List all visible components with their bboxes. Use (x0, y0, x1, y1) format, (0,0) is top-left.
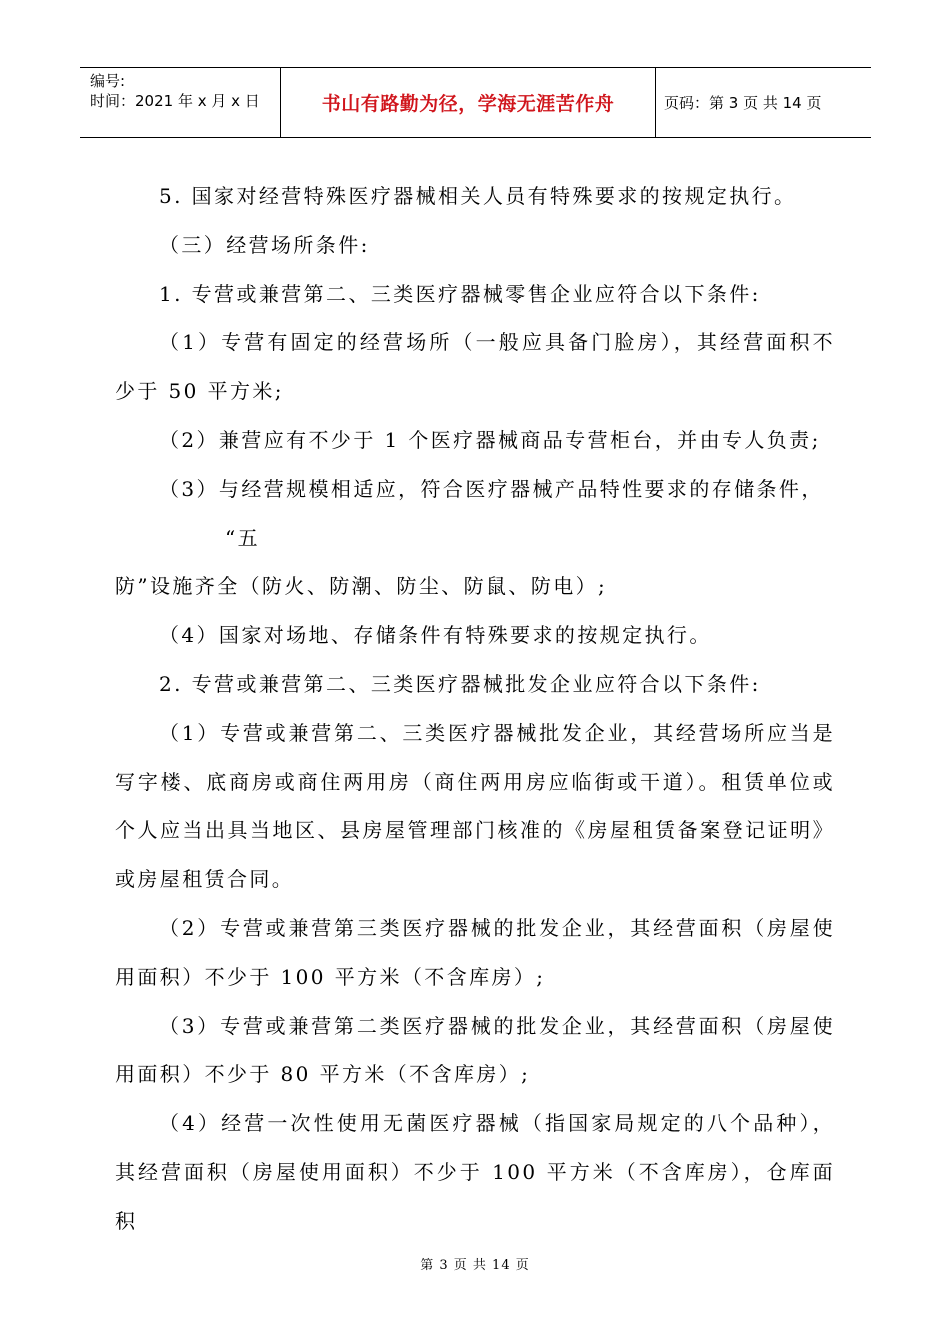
paragraph: （1）专营有固定的经营场所（一般应具备门脸房），其经营面积不少于 50 平方米; (115, 330, 835, 404)
document-date: 时间：2021 年 x 月 x 日 (90, 92, 260, 110)
document-number-label: 编号: (90, 72, 126, 90)
paragraph-continuation: 防”设施齐全（防火、防潮、防尘、防鼠、防电）; (115, 574, 608, 599)
header-page-code: 页码：第 3 页 共 14 页 (664, 94, 822, 112)
page-footer: 第 3 页 共 14 页 (420, 1258, 530, 1273)
paragraph: 1. 专营或兼营第二、三类医疗器械零售企业应符合以下条件: (159, 281, 761, 306)
section-heading: （三）经营场所条件: (159, 232, 370, 257)
paragraph: （4）国家对场地、存储条件有特殊要求的按规定执行。 (159, 623, 712, 648)
paragraph: （3）专营或兼营第二类医疗器械的批发企业，其经营面积（房屋使用面积）不少于 80 平方米（不含库房）; (115, 1013, 835, 1087)
paragraph: （4）经营一次性使用无菌医疗器械（指国家局规定的八个品种），其经营面积（房屋使用面积）不少于 100 平方米（不含库房），仓库面积 (115, 1111, 835, 1233)
paragraph: 2. 专营或兼营第二、三类医疗器械批发企业应符合以下条件: (159, 671, 761, 696)
paragraph-fragment: “五 (225, 525, 261, 550)
paragraph: （2）兼营应有不少于 1 个医疗器械商品专营柜台，并由专人负责; (159, 427, 821, 452)
document-body (115, 172, 835, 1246)
paragraph: 5. 国家对经营特殊医疗器械相关人员有特殊要求的按规定执行。 (159, 184, 797, 208)
paragraph: （3）与经营规模相适应，符合医疗器械产品特性要求的存储条件， (159, 476, 824, 501)
header-meta (80, 68, 281, 137)
header-motto: 书山有路勤为径，学海无涯苦作舟 (281, 68, 656, 137)
paragraph: （1）专营或兼营第二、三类医疗器械批发企业，其经营场所应当是写字楼、底商房或商住两用房（商住两用房应临街或干道）。租赁单位或个人应当出具当地区、县房屋管理部门核准的《房屋租赁备案登记证明》或房屋租赁合同。 (115, 720, 835, 892)
page-header (80, 67, 871, 138)
paragraph: （2）专营或兼营第三类医疗器械的批发企业，其经营面积（房屋使用面积）不少于 100 平方米（不含库房）; (115, 915, 835, 989)
